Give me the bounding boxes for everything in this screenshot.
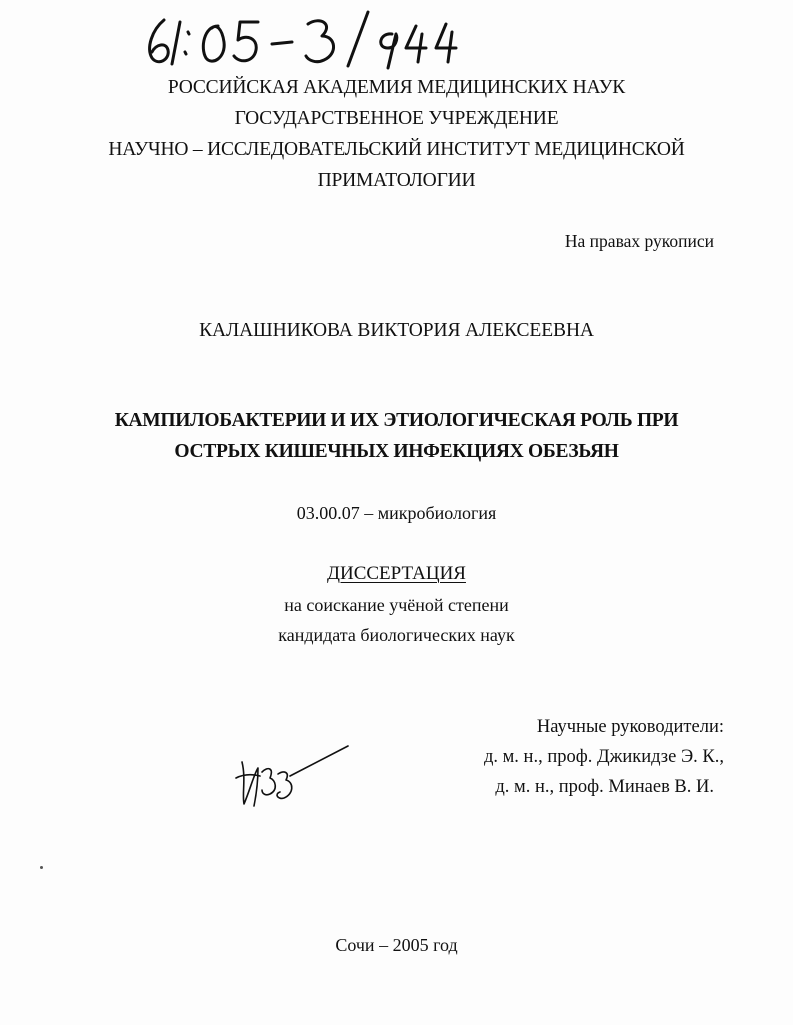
thesis-title-line-2: ОСТРЫХ КИШЕЧНЫХ ИНФЕКЦИЯХ ОБЕЗЬЯН [174, 441, 619, 462]
scan-speck [40, 866, 43, 869]
signature-mark [228, 738, 358, 818]
degree-line-2: кандидата биологических наук [278, 625, 515, 645]
supervisor-first: д. м. н., проф. Джикидзе Э. К., [483, 747, 724, 767]
footer-place-year: Сочи – 2005 год [335, 935, 458, 955]
header-line-institution-type: ГОСУДАРСТВЕННОЕ УЧРЕЖДЕНИЕ [234, 108, 559, 129]
specialty-code: 03.00.07 – микробиология [296, 503, 497, 523]
handwritten-registration-code [142, 8, 462, 70]
thesis-title-line-1: КАМПИЛОБАКТЕРИИ И ИХ ЭТИОЛОГИЧЕСКАЯ РОЛЬ ПРИ [114, 410, 679, 431]
manuscript-note: На правах рукописи [564, 231, 714, 251]
author-name: КАЛАШНИКОВА ВИКТОРИЯ АЛЕКСЕЕВНА [199, 320, 594, 341]
supervisor-second: д. м. н., проф. Минаев В. И. [495, 777, 714, 797]
header-line-institute: НАУЧНО – ИССЛЕДОВАТЕЛЬСКИЙ ИНСТИТУТ МЕДИЦИНСКОЙ [108, 139, 685, 160]
header-line-primatology: ПРИМАТОЛОГИИ [317, 170, 476, 191]
dissertation-label: ДИССЕРТАЦИЯ [327, 563, 466, 584]
supervisors-heading: Научные руководители: [536, 717, 724, 737]
header-line-academy: РОССИЙСКАЯ АКАДЕМИЯ МЕДИЦИНСКИХ НАУК [167, 77, 626, 98]
degree-line-1: на соискание учёной степени [284, 595, 509, 615]
